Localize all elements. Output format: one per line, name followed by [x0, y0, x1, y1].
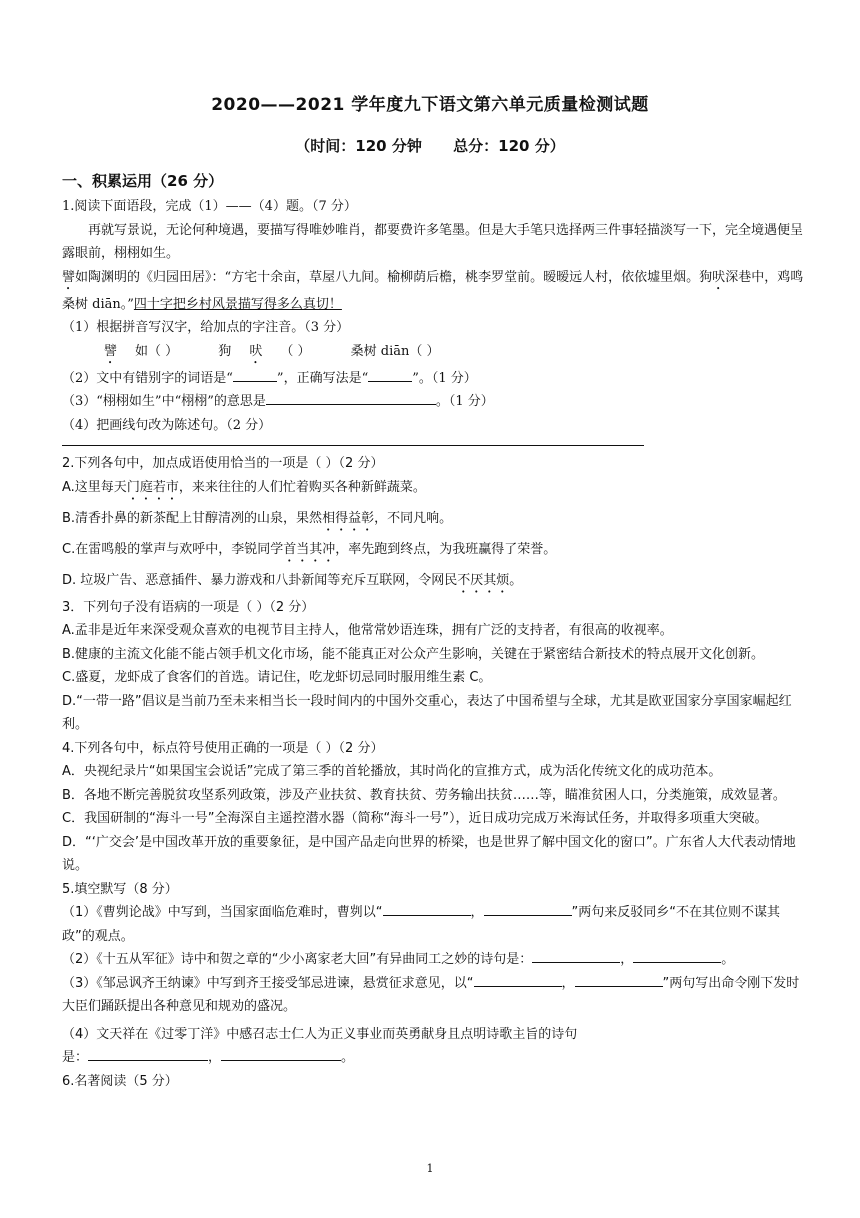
dotted-idiom: 相得益彰 [322, 510, 375, 526]
q1-sub2 [62, 367, 810, 391]
section-heading: 一、积累运用（26 分） [62, 172, 224, 190]
sub-text: 。 [341, 1050, 355, 1065]
sub-text: 。（1 分） [435, 394, 494, 409]
sub-text: （2）《十五从军征》诗中和贺之章的“少小离家老大回”有异曲同工之妙的诗句是： [62, 952, 533, 967]
q3-stem: 3．下列句子没有语病的一项是（ ）（2 分） [62, 599, 315, 615]
dotted-char: 譬 [62, 269, 76, 285]
q4-option-a: A．央视纪录片“如果国宝会说话”完成了第三季的首轮播放，其时尚化的宣推方式，成为活化传统文化的成功范本。 [62, 764, 722, 779]
passage-text: 深巷中，鸡鸣桑树 diān。” [62, 269, 804, 312]
passage-text: 如陶渊明的《归园田居》：“方宅十余亩，草屋八九间。榆柳荫后檐，桃李罗堂前。暧暧远人村，依依墟里烟。狗 [75, 269, 713, 285]
exam-content [62, 195, 810, 1093]
q3-option-c: C.盛夏，龙虾成了食客们的首选。请记住，吃龙虾切忌同时服用维生素 C。 [62, 670, 492, 685]
option-text: D. 垃圾广告、恶意插件、暴力游戏和八卦新闻等充斥互联网，令网民 [62, 572, 458, 588]
item-text: 如（ ） [135, 343, 179, 359]
q4-option-d: D．“‘广交会’是中国改革开放的重要象征，是中国产品走向世界的桥梁，也是世界了解中国文化的窗口”。广东省人大代表动情地说。 [62, 834, 796, 873]
dotted-char: 吠 [249, 343, 263, 359]
answer-blank[interactable] [88, 1046, 208, 1061]
q2-option-c [62, 538, 810, 565]
q4-option-b: B．各地不断完善脱贫攻坚系列政策，涉及产业扶贫、教育扶贫、劳务输出扶贫……等，瞄准贫困人口，分类施策，成效显著。 [62, 787, 786, 803]
answer-blank[interactable] [383, 901, 471, 916]
answer-blank[interactable] [575, 972, 663, 987]
sub-text: 。 [721, 952, 735, 967]
option-text: ，率先跑到终点，为我班赢得了荣誉。 [335, 541, 557, 557]
q4-option-c: C．我国研制的“海斗一号”全海深自主遥控潜水器（简称“海斗一号”），近日成功完成万米海试任务，并取得多项重大突破。 [62, 811, 768, 826]
sub-text: ， [620, 952, 634, 967]
pinyin-item-3: 桑树 diān（ ） [350, 343, 440, 359]
q2-stem: 2.下列各句中，加点成语使用恰当的一项是（ ）（2 分） [62, 456, 384, 471]
option-text: B.清香扑鼻的新茶配上甘醇清冽的山泉，果然 [62, 510, 323, 526]
option-text: C.在雷鸣般的掌声与欢呼中，李锐同学 [62, 541, 284, 557]
q3-option-a: A.孟非是近年来深受观众喜欢的电视节目主持人，他常常妙语连珠，拥有广泛的支持者，有很高的收视率。 [62, 623, 673, 638]
pinyin-item-1 [104, 344, 196, 359]
q1-sub1-items [62, 340, 810, 367]
option-text: 。 [509, 572, 523, 588]
answer-blank[interactable] [368, 367, 412, 382]
exam-title: 2020——2021 学年度九下语文第六单元质量检测试题 [211, 95, 649, 115]
sub-text: ， [561, 975, 575, 991]
sub-text: （1）《曹刿论战》中写到，当国家面临危难时，曹刿以“ [62, 905, 383, 920]
q3-option-d: D.“一带一路”倡议是当前乃至未来相当长一段时间内的中国外交重心，表达了中国希望与全球，尤其是欧亚国家分享国家崛起红利。 [62, 693, 792, 732]
sub-text: （3）“栩栩如生”中“栩栩”的意思是 [62, 394, 266, 409]
q5-sub3 [62, 972, 810, 1019]
pinyin-item-2 [218, 344, 328, 359]
q5-sub2 [62, 948, 810, 972]
sub-text: ， [208, 1050, 222, 1065]
item-text: 狗 [218, 343, 232, 359]
option-text: A.这里每天 [62, 479, 127, 495]
sub-text: ”两句来反驳同乡“不在其位则不谋其政”的观点。 [62, 905, 781, 944]
sub-text: ， [470, 905, 484, 920]
sub-text: （2）文中有错别字的词语是“ [62, 370, 233, 386]
q3-option-b: B.健康的主流文化能不能占领手机文化市场，能不能真正对公众产生影响，关键在于紧密结合新技术的特点展开文化创新。 [62, 646, 765, 662]
dotted-char: 譬 [104, 343, 118, 359]
answer-blank[interactable] [221, 1046, 341, 1061]
q5-sub4: （4）文天祥在《过零丁洋》中感召志士仁人为正义事业而英勇献身且点明诗歌主旨的诗句 [62, 1026, 578, 1042]
sub-text: ”，正确写法是“ [276, 370, 369, 386]
q5-sub4-answer [62, 1046, 810, 1070]
q6-stem: 6.名著阅读（5 分） [62, 1073, 178, 1089]
dotted-char: 吠 [712, 269, 726, 285]
dotted-idiom: 首当其冲 [283, 541, 336, 557]
q1-passage-line2 [62, 266, 810, 317]
sub-text: ”。（1 分） [412, 370, 477, 386]
q1-sub4: （4）把画线句改为陈述句。（2 分） [62, 417, 272, 433]
q4-stem: 4.下列各句中，标点符号使用正确的一项是（ ）（2 分） [62, 740, 384, 756]
sub-text: 是： [62, 1050, 89, 1065]
answer-blank[interactable] [474, 972, 562, 987]
q1-sub1: （1）根据拼音写汉字，给加点的字注音。（3 分） [62, 320, 350, 335]
answer-line[interactable] [62, 437, 644, 446]
option-text: ，不同凡响。 [374, 510, 453, 526]
underlined-sentence: 四十字把乡村风景描写得多么真切！ [133, 296, 342, 312]
q5-stem: 5.填空默写（8 分） [62, 881, 178, 897]
q2-option-b [62, 507, 810, 534]
dotted-idiom: 门庭若市 [126, 479, 179, 495]
page-number: 1 [426, 1162, 434, 1175]
answer-blank[interactable] [266, 390, 436, 405]
q1-passage-line1: 再就写景说，无论何种境遇，要描写得唯妙唯肖，都要费许多笔墨。但是大手笔只选择两三件事轻描淡写一下，完全境遇便呈露眼前，栩栩如生。 [62, 222, 804, 261]
q1-sub3 [62, 390, 810, 414]
exam-subtitle: （时间：120 分钟 总分：120 分） [295, 137, 565, 155]
q1-stem: 1.阅读下面语段，完成（1）——（4）题。（7 分） [62, 199, 357, 214]
q2-option-d [62, 569, 810, 596]
dotted-idiom: 不厌其烦 [457, 572, 510, 588]
answer-blank[interactable] [532, 948, 620, 963]
option-text: ，来来往往的人们忙着购买各种新鲜蔬菜。 [178, 479, 426, 495]
item-text: （ ） [280, 343, 311, 359]
q5-sub1 [62, 901, 810, 948]
answer-blank[interactable] [484, 901, 572, 916]
sub-text: （3）《邹忌讽齐王纳谏》中写到齐王接受邹忌进谏，悬赏征求意见，以“ [62, 975, 474, 991]
sub-text: ”两句写出命令刚下发时大臣们踊跃提出各种意见和规劝的盛况。 [62, 975, 800, 1014]
answer-blank[interactable] [633, 948, 721, 963]
answer-blank[interactable] [233, 367, 277, 382]
q2-option-a [62, 476, 810, 503]
